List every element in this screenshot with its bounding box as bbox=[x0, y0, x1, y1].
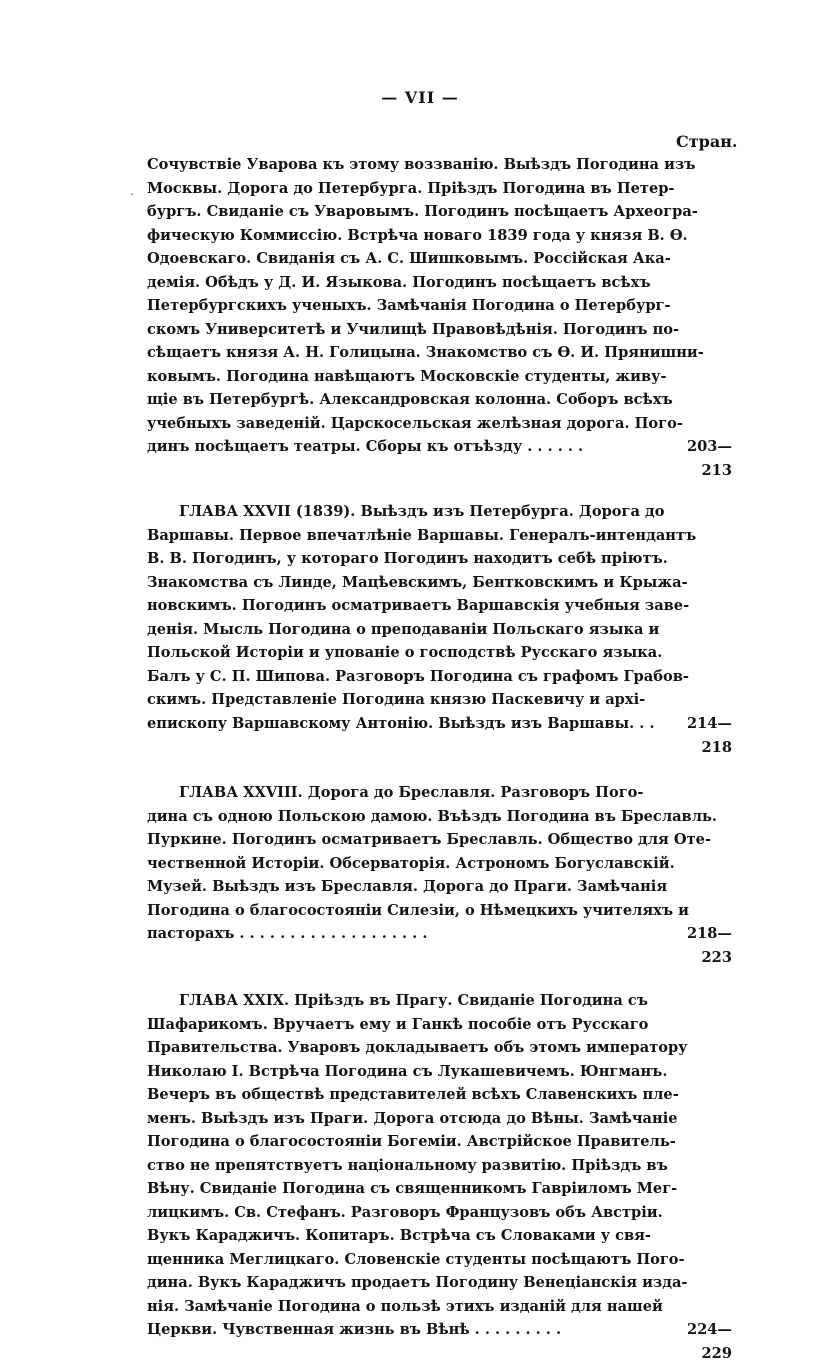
page-number: — VII — bbox=[381, 88, 459, 107]
entry-line: новскимъ. Погодинъ осматриваетъ Варшавскія учебныя заве- bbox=[147, 597, 690, 614]
entry-line: лицкимъ. Св. Стефанъ. Разговоръ Французовъ объ Австріи. bbox=[147, 1203, 663, 1221]
entry-line: Погодина о благосостояніи Силезіи, о Нѣмецкихъ учителяхъ и bbox=[147, 901, 689, 919]
entry-line: чественной Исторіи. Обсерваторія. Астрономъ Богуславскій. bbox=[147, 854, 675, 872]
entry-line: динъ посѣщаетъ театры. Сборы къ отъѣзду . . . . . . bbox=[147, 438, 584, 455]
entry-line: Варшавы. Первое впечатлѣніе Варшавы. Генералъ-интендантъ bbox=[147, 526, 697, 544]
entry-line: сѣщаетъ князя А. Н. Голицына. Знакомство съ Ѳ. И. Прянишни- bbox=[147, 344, 704, 361]
entry-line: Москвы. Дорога до Петербурга. Пріѣздъ Погодина въ Петер- bbox=[147, 179, 675, 197]
entry-line: скимъ. Представленіе Погодина князю Паскевичу и архі- bbox=[147, 691, 646, 708]
entry-line: ковымъ. Погодина навѣщаютъ Московскіе студенты, живу- bbox=[147, 367, 667, 385]
entry-line: Балъ у С. П. Шипова. Разговоръ Погодина съ графомъ Грабов- bbox=[147, 667, 689, 685]
entry-line: пасторахъ . . . . . . . . . . . . . . . . . . . bbox=[147, 925, 428, 942]
page-range: 224—229 bbox=[686, 1321, 732, 1362]
entry-line: В. В. Погодинъ, у котораго Погодинъ находитъ себѣ пріютъ. bbox=[147, 550, 668, 567]
entry-line: Церкви. Чувственная жизнь въ Вѣнѣ . . . . . . . . . bbox=[147, 1321, 562, 1338]
entry-line: фическую Коммиссію. Встрѣча новаго 1839 года у князя В. Ѳ. bbox=[147, 226, 688, 244]
entry-line: нія. Замѣчаніе Погодина о пользѣ этихъ изданій для нашей bbox=[147, 1297, 663, 1315]
entry-line: менъ. Выѣздъ изъ Праги. Дорога отсюда до Вѣны. Замѣчаніе bbox=[147, 1109, 678, 1127]
entry-line: Пуркине. Погодинъ осматриваетъ Бреславль. Общество для Оте- bbox=[147, 831, 712, 848]
entry-line: Вукъ Караджичъ. Копитаръ. Встрѣча съ Словаками у свя- bbox=[147, 1227, 651, 1244]
entry-line: Вѣну. Свиданіе Погодина съ священникомъ Гавріиломъ Мег- bbox=[147, 1180, 678, 1197]
entry-line: Одоевскаго. Свиданія съ А. С. Шишковымъ. Россійская Ака- bbox=[147, 250, 671, 267]
page-range: 203—213 bbox=[686, 438, 732, 479]
entry-line: Знакомства съ Линде, Мацѣевскимъ, Бентковскимъ и Крыжа- bbox=[147, 573, 688, 591]
entry-line: Сочувствіе Уварова къ этому воззванію. Выѣздъ Погодина изъ bbox=[147, 156, 696, 173]
entry-line: Погодина о благосостояніи Богеміи. Австрійское Правитель- bbox=[147, 1133, 676, 1150]
entry-line: Вечеръ въ обществѣ представителей всѣхъ Славенскихъ пле- bbox=[147, 1086, 679, 1103]
print-speck bbox=[131, 193, 133, 195]
toc-entry bbox=[147, 781, 717, 946]
toc-entry bbox=[147, 989, 688, 1342]
toc-entry bbox=[147, 153, 704, 459]
entry-line: дина съ одною Польскою дамою. Въѣздъ Погодина въ Бреславль. bbox=[147, 807, 717, 825]
entry-line: Николаю I. Встрѣча Погодина съ Лукашевичемъ. Юнгманъ. bbox=[147, 1062, 668, 1080]
entry-line: щіе въ Петербургѣ. Александровская колонна. Соборъ всѣхъ bbox=[147, 391, 673, 408]
entry-line: епископу Варшавскому Антонію. Выѣздъ изъ Варшавы. . . bbox=[147, 714, 655, 732]
entry-line: ГЛАВА XXIX. Пріѣздъ въ Прагу. Свиданіе Погодина съ bbox=[179, 992, 648, 1009]
column-header-pages: Стран. bbox=[676, 132, 738, 151]
entry-line: демія. Обѣдъ у Д. И. Языкова. Погодинъ посѣщаетъ всѣхъ bbox=[147, 273, 651, 291]
entry-line: Музей. Выѣздъ изъ Бреславля. Дорога до Праги. Замѣчанія bbox=[147, 878, 668, 895]
entry-line: ГЛАВА XXVII (1839). Выѣздъ изъ Петербурга. Дорога до bbox=[179, 503, 665, 520]
entry-line: ГЛАВА XXVIII. Дорога до Бреславля. Разговоръ Пого- bbox=[179, 784, 644, 801]
entry-line: бургъ. Свиданіе съ Уваровымъ. Погодинъ посѣщаетъ Археогра- bbox=[147, 203, 698, 220]
entry-line: Польской Исторіи и упованіе о господствѣ Русскаго языка. bbox=[147, 644, 663, 661]
page-range: 218—223 bbox=[686, 925, 732, 966]
entry-line: Петербургскихъ ученыхъ. Замѣчанія Погодина о Петербург- bbox=[147, 297, 671, 314]
entry-line: дина. Вукъ Караджичъ продаетъ Погодину Венеціанскія изда- bbox=[147, 1274, 688, 1291]
entry-line: учебныхъ заведеній. Царскосельская желѣзная дорога. Пого- bbox=[147, 414, 683, 432]
entry-line: Правительства. Уваровъ докладываетъ объ этомъ императору bbox=[147, 1039, 688, 1056]
entry-line: Шафарикомъ. Вручаетъ ему и Ганкѣ пособіе отъ Русскаго bbox=[147, 1015, 649, 1033]
entry-line: скомъ Университетѣ и Училищѣ Правовѣдѣнія. Погодинъ по- bbox=[147, 320, 680, 338]
entry-line: ство не препятствуетъ національному развитію. Пріѣздъ въ bbox=[147, 1156, 668, 1174]
page-range: 214—218 bbox=[686, 715, 732, 756]
entry-line: денія. Мысль Погодина о преподаваніи Польскаго языка и bbox=[147, 620, 660, 638]
entry-line: щенника Меглицкаго. Словенскіе студенты посѣщаютъ Пого- bbox=[147, 1250, 685, 1268]
toc-entry bbox=[147, 500, 697, 735]
